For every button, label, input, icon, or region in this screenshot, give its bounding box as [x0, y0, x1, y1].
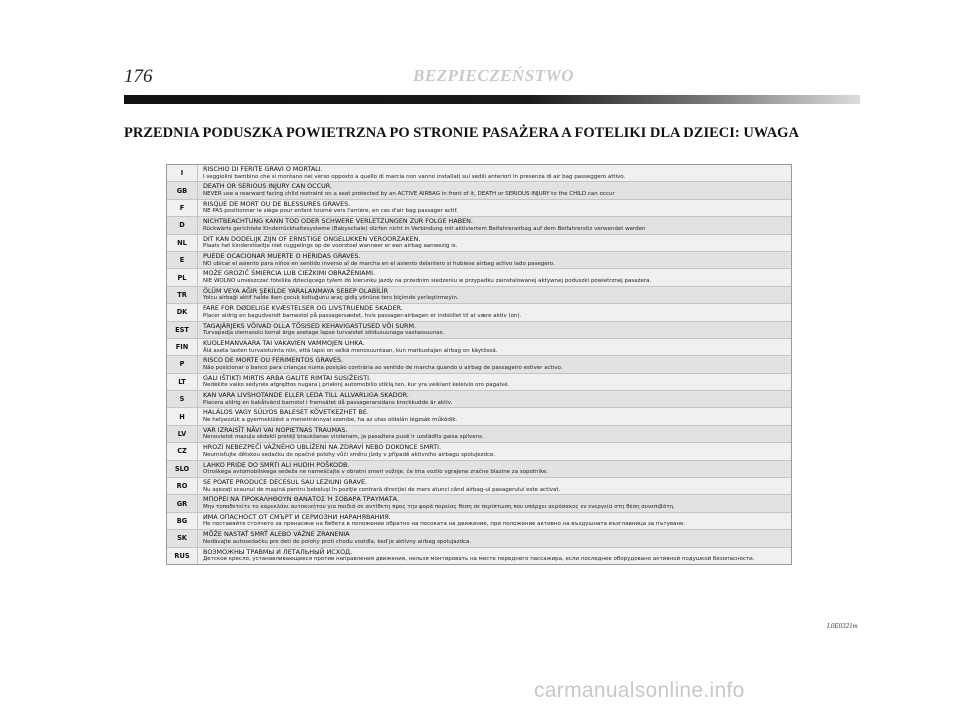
warning-headline: GALI IŠTIKTI MIRTIS ARBA GALITE RIMTAI SUSIŽEISTI.: [203, 373, 372, 382]
warning-body: Plaats het kinderstoeltje niet ruggelings op de voorstoel wanneer er een airbag aanwezig is.: [203, 243, 458, 250]
language-code: FIN: [167, 339, 198, 355]
warning-headline: SE POATE PRODUCE DECESUL SAU LEZIUNI GRAVE.: [203, 478, 368, 487]
language-code: RO: [167, 478, 198, 494]
warning-headline: PUEDE OCACIONAR MUERTE O HERIDAS GRAVES.: [203, 251, 361, 260]
language-code: I: [167, 165, 198, 181]
warning-body: Nedávajte autosedačku pre deti do polohy proti chodu vozidla, keď je aktívny airbag spolujazdca.: [203, 538, 472, 545]
language-code: RUS: [167, 548, 198, 564]
warning-text-cell: [198, 200, 791, 216]
language-code: SLO: [167, 461, 198, 477]
warning-headline: TAGAJÄRJEKS VÕIVAD OLLA TÕSISED KEHAVIGASTUSED VÕI SURM.: [203, 321, 417, 330]
language-code: LV: [167, 426, 198, 442]
warning-text-cell: [198, 548, 791, 564]
warning-text-cell: [198, 304, 791, 320]
language-code: GR: [167, 495, 198, 511]
warning-text-cell: [198, 165, 791, 181]
language-code: F: [167, 200, 198, 216]
language-code: TR: [167, 287, 198, 303]
warning-body: Placer aldrig en bagudvendt barnestol på passagersædet, hvis passager-airbagen er indstillet til at være aktiv (on).: [203, 312, 522, 319]
warning-headline: RISCO DE MORTE OU FERIMENTOS GRAVES.: [203, 356, 344, 365]
warning-row: [167, 321, 791, 338]
warning-text-cell: [198, 356, 791, 372]
language-code: H: [167, 408, 198, 424]
warning-body: Nenovietot mazuļa sēdekli pretēji braukšanas virzienam, ja pasažiera pusē ir uzstādīts gaisa spilvens.: [203, 434, 484, 441]
warning-text-cell: [198, 478, 791, 494]
warning-row: [167, 338, 791, 355]
warning-text-cell: [198, 513, 791, 529]
warning-body: NIE WOLNO umieszczać fotelika dziecięcego tyłem do kierunku jazdy na przednim siedzeniu w przypadku zainstalowanej aktywnej poduszki powietrznej pasażera.: [203, 277, 652, 284]
language-code: SK: [167, 530, 198, 546]
warning-text-cell: [198, 495, 791, 511]
language-code: LT: [167, 374, 198, 390]
warning-body: Otroškega avtomobilskega sedeža ne nameščajte v obratni smeri vožnje, če ima vozilo vgrajene zračne blazine za sopotnike.: [203, 469, 549, 476]
warning-row: [167, 165, 791, 181]
warning-row: [167, 373, 791, 390]
warning-row: [167, 199, 791, 216]
language-code: PL: [167, 269, 198, 285]
warning-body: Ne helyezzük a gyermekülést a menetiránnyal szembe, ha az utas oldalán légzsák működik.: [203, 417, 458, 424]
warning-row: [167, 390, 791, 407]
warning-body: NO ubicar el asiento para niños en sentido inverso al de marcha en el asiento delantero si hubiese airbag activo lado pasegero.: [203, 260, 555, 267]
language-code: E: [167, 252, 198, 268]
warning-body: Nedėkite vaiko sėdynės atgręžtos nugara į priekinį automobilio stiklą ten, kur yra veikiant keleivio oro pagalvė.: [203, 382, 510, 389]
warning-body: Nu aşezaţi scaunul de maşină pentru bebeluşi în poziţie contrară direcţiei de mers atunci când airbag-ul pasagerului este activat.: [203, 486, 561, 493]
warning-text-cell: [198, 461, 791, 477]
language-code: GB: [167, 182, 198, 198]
language-code: D: [167, 217, 198, 233]
language-code: EST: [167, 322, 198, 338]
header-divider-bar: [124, 95, 860, 104]
warning-row: [167, 425, 791, 442]
warning-text-cell: [198, 339, 791, 355]
warning-row: [167, 529, 791, 546]
warning-row: [167, 477, 791, 494]
page-heading: PRZEDNIA PODUSZKA POWIETRZNA PO STRONIE PASAŻERA A FOTELIKI DLA DZIECI: UWAGA: [124, 125, 799, 141]
warning-headline: VAR IZRAISĪT NĀVI VAI NOPIETNAS TRAUMAS.: [203, 425, 348, 434]
warning-headline: NICHTBEACHTUNG KANN TOD ODER SCHWERE VERLETZUNGEN ZUR FOLGE HABEN.: [203, 217, 473, 226]
warning-body: Neumisťujte dětskou sedačku do opačné polohy vůči směru jízdy v případě aktivního airbagu spolujezdce.: [203, 451, 496, 458]
warning-row: [167, 181, 791, 198]
page-number: 176: [124, 66, 153, 87]
warning-text-cell: [198, 322, 791, 338]
warning-text-cell: [198, 408, 791, 424]
warning-headline: FARE FOR DØDELIGE KVÆSTELSER OG LIVSTRUENDE SKADER.: [203, 304, 403, 313]
warning-body: Детское кресло, устанавливающееся против направления движения, нельзя монтировать на месте переднего пассажира, если последнее оборудовано активной подушкой безопасности.: [203, 556, 755, 563]
warning-headline: ИМА ОПАСНОСТ ОТ СМЪРТ И СЕРИОЗНИ НАРАНЯВАНИЯ.: [203, 512, 391, 521]
warning-text-cell: [198, 182, 791, 198]
warning-body: Turvapadja olemasolu korral ärge asetage lapse turvaistet sõidusuunaga vastassuunas.: [203, 330, 445, 337]
image-reference-code: L0E0321m: [827, 622, 858, 630]
warning-headline: DIT KAN DODELIJK ZIJN OF ERNSTIGE ONGELUKKEN VEROORZAKEN.: [203, 234, 421, 243]
warning-text-cell: [198, 252, 791, 268]
warning-text-cell: [198, 269, 791, 285]
warning-row: [167, 268, 791, 285]
language-code: P: [167, 356, 198, 372]
warning-headline: KUOLEMANVAARA TAI VAKAVIEN VAMMOJEN UHKA.: [203, 338, 365, 347]
warning-row: [167, 512, 791, 529]
warning-headline: RISQUE DE MORT OU DE BLESSURES GRAVES.: [203, 199, 351, 208]
warning-row: [167, 286, 791, 303]
warning-text-cell: [198, 530, 791, 546]
warning-row: [167, 216, 791, 233]
language-code: DK: [167, 304, 198, 320]
warning-body: Не поставяйте столчето за пренасяне на бебета в положение обратно на посоката на движение, при положение активно на въздушната възглавница за пътуване.: [203, 521, 686, 528]
warning-body: Yolcu airbaği aktif halde iken çocuk koltuğunu araç gidiş yönüne ters biçimde yerleştirmeyin.: [203, 295, 459, 302]
warning-text-cell: [198, 235, 791, 251]
warning-body: Rückwärts gerichtete Kinderrückhaltesysteme (Babyschale) dürfen nicht in Verbindung mit aktiviertem Beifahrerairbag auf dem Beifahrersitz verwendet werden: [203, 225, 646, 232]
warning-headline: ÖLÜM VEYA AĞIR ŞEKİLDE YARALANMAYA SEBEP OLABİLİR: [203, 286, 389, 295]
warning-body: Μην τοποθετείτε το καρεκλάκι αυτοκινήτου για παιδιά σε αντίθετη προς την φορά πορείας θέση σε περίπτωση που υπάρχει αερόσακος εν ενεργεία στη θέση συνεπιβάτη.: [203, 504, 675, 511]
warning-headline: MÔŽE NASTAŤ SMRŤ ALEBO VÁŽNE ZRANENIA: [203, 530, 350, 539]
warning-text-cell: [198, 426, 791, 442]
language-code: NL: [167, 235, 198, 251]
warning-text-cell: [198, 391, 791, 407]
warning-row: [167, 460, 791, 477]
warning-body: I seggiolini bambino che si montano nel verso opposto a quello di marcia non vanno installati sui sedili anteriori in presenza di air bag passeggero attivo.: [203, 173, 626, 180]
warning-body: NE PAS positionner le siège pour enfant tourné vers l'arrière, en cas d'air bag passager actif.: [203, 208, 458, 215]
warning-text-cell: [198, 217, 791, 233]
language-code: S: [167, 391, 198, 407]
warning-body: NEVER use a rearward facing child restraint on a seat protected by an ACTIVE AIRBAG in front of it, DEATH or SERIOUS INJURY to the CHILD can occur: [203, 190, 615, 197]
warning-text-cell: [198, 287, 791, 303]
warning-headline: HROZÍ NEBEZPEČÍ VÁŽNÉHO UBLÍŽENÍ NA ZDRAVÍ NEBO DOKONCE SMRTI.: [203, 443, 442, 452]
warning-text-cell: [198, 443, 791, 459]
section-title: BEZPIECZEŃSTWO: [413, 66, 574, 85]
airbag-warning-table: [166, 164, 792, 565]
warning-headline: MOŻE GROZIĆ ŚMIERCIA LUB CIEŻKIMI OBRAŻENIAMI.: [203, 269, 375, 278]
warning-headline: KAN VARA LIVSHOTANDE ELLER LEDA TILL ALLVARLIGA SKADOR.: [203, 391, 409, 400]
language-code: CZ: [167, 443, 198, 459]
language-code: BG: [167, 513, 198, 529]
warning-headline: ВОЗМОЖНЫ ТРАВМЫ И ЛЕТАЛЬНЫЙ ИСХОД.: [203, 547, 353, 556]
warning-headline: LAHKO PRIDE DO SMRTI ALI HUDIH POŠKODB.: [203, 460, 350, 469]
warning-row: [167, 494, 791, 511]
warning-row: [167, 407, 791, 424]
warning-body: Placera aldrig en bakåtvänd barnstol i framsätet då passagerarsidans krockkudde är aktiv.: [203, 399, 453, 406]
warning-headline: RISCHIO DI FERITE GRAVI O MORTALI.: [203, 165, 323, 173]
warning-headline: DEATH OR SERIOUS INJURY CAN OCCUR.: [203, 182, 333, 191]
warning-row: [167, 303, 791, 320]
warning-row: [167, 442, 791, 459]
warning-row: [167, 547, 791, 564]
warning-text-cell: [198, 374, 791, 390]
warning-row: [167, 234, 791, 251]
warning-row: [167, 251, 791, 268]
warning-row: [167, 355, 791, 372]
warning-headline: ΜΠΟΡΕΙ ΝΑ ΠΡΟΚΑΛΗΘΟΥΝ ΘΑΝΑΤΟΣ Ή ΣΟΒΑΡΑ ΤΡΑΥΜΑΤΑ.: [203, 495, 400, 504]
warning-body: Älä aseta lasten turvaistuinta niin, että lapsi on selkä menosuuntaan, kun matkustajan airbag on käytössä.: [203, 347, 498, 354]
warning-headline: HALÁLOS VAGY SÚLYOS BALESET KÖVETKEZHET BE.: [203, 408, 369, 417]
site-watermark: carmanualsonline.info: [534, 679, 745, 702]
warning-body: Não posicionar o banco para crianças numa posição contrária ao sentido de marcha quando o airbag de passageiro estiver activo.: [203, 364, 563, 371]
